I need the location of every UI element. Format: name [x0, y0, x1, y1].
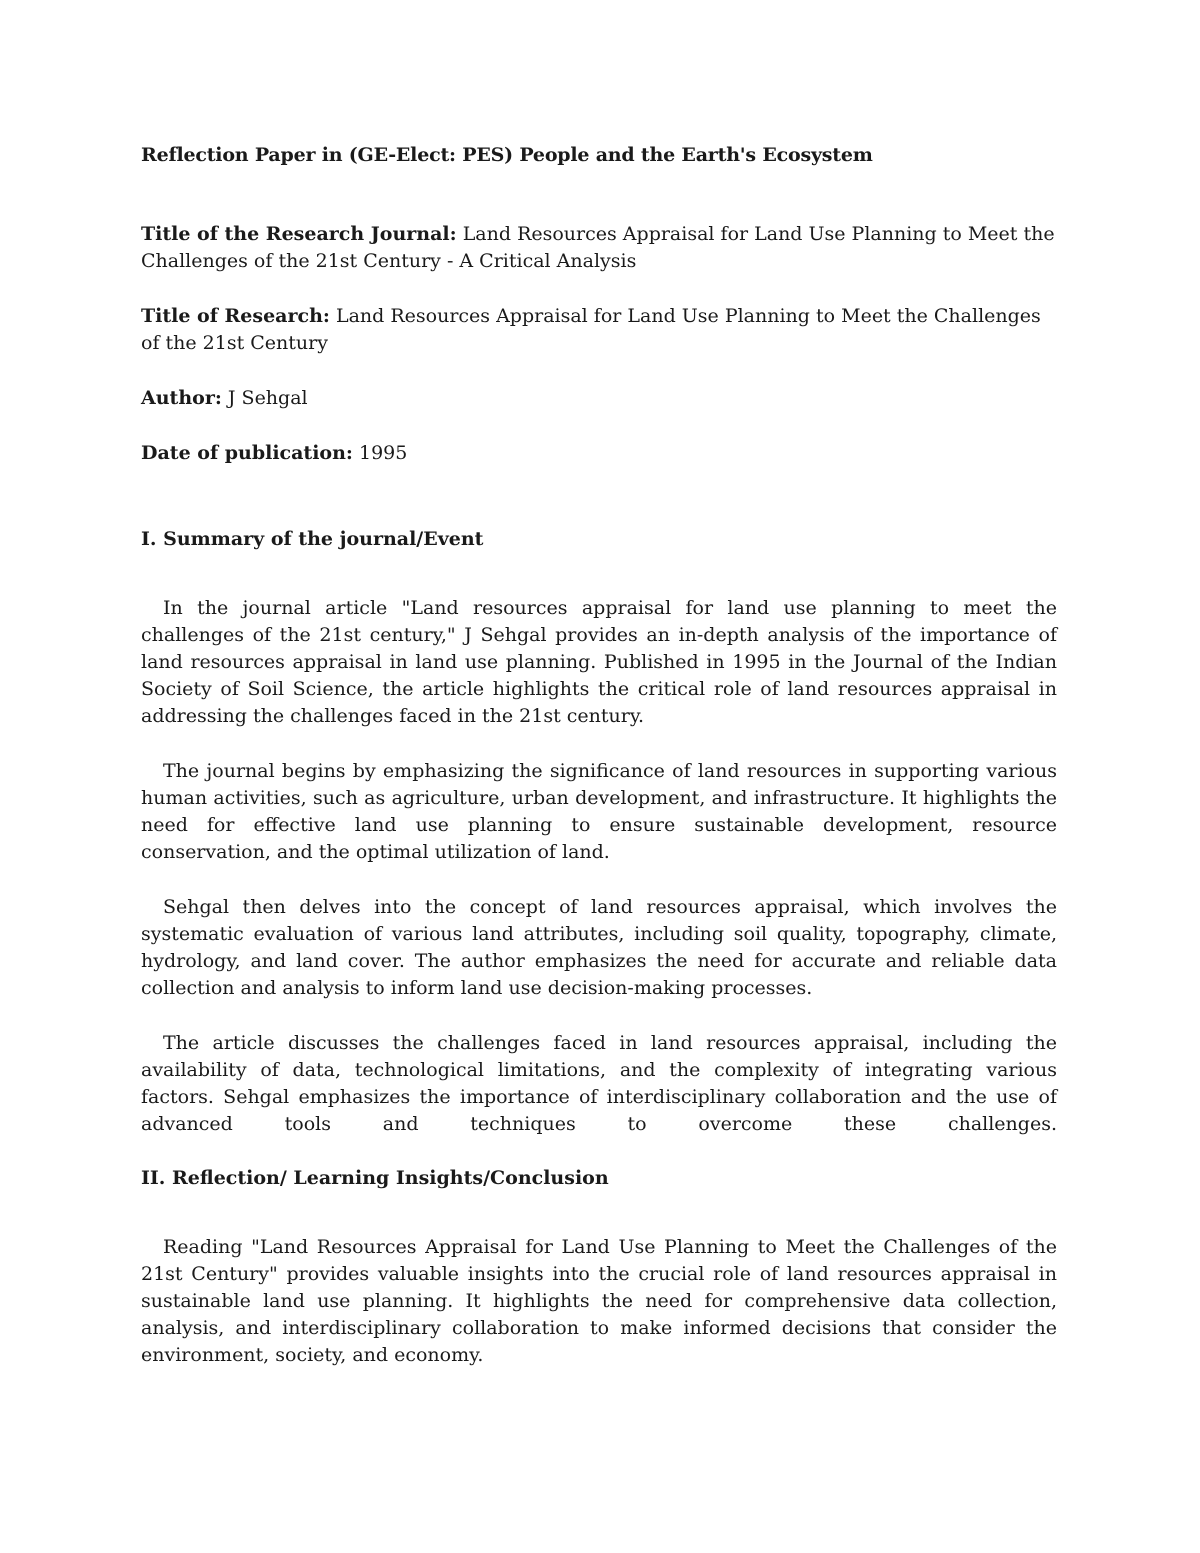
- summary-paragraph-3: Sehgal then delves into the concept of land resources appraisal, which involves the systematic evaluation of various land attributes, including soil quality, topography, climate, hydrology, and land cover. The author emphasizes the need for accurate and reliable data collection and analysis to inform land use decision-making processes.: [141, 896, 1057, 999]
- summary-paragraph-2: The journal begins by emphasizing the significance of land resources in supporting various human activities, such as agriculture, urban development, and infrastructure. It highlights the need for effective land use planning to ensure sustainable development, resource conservation, and the optimal utilization of land.: [141, 760, 1057, 863]
- meta-publication-date: [141, 440, 1057, 467]
- document-title: Reflection Paper in (GE-Elect: PES) People and the Earth's Ecosystem: [141, 144, 873, 166]
- meta-research-journal-value: Land Resources Appraisal for Land Use Planning to Meet the Challenges of the 21st Century - A Critical Analysis: [141, 223, 1055, 272]
- meta-author-value: J Sehgal: [227, 387, 308, 409]
- section-heading-summary: I. Summary of the journal/Event: [141, 528, 484, 550]
- meta-research-title-label: Title of Research:: [141, 305, 330, 327]
- summary-paragraph-1: In the journal article "Land resources appraisal for land use planning to meet the challenges of the 21st century," J Sehgal provides an in-depth analysis of the importance of land resources appraisal in land use planning. Published in 1995 in the Journal of the Indian Society of Soil Science, the article highlights the critical role of land resources appraisal in addressing the challenges faced in the 21st century.: [141, 597, 1057, 727]
- summary-paragraph-4: The article discusses the challenges faced in land resources appraisal, including the availability of data, technological limitations, and the complexity of integrating various factors. Sehgal emphasizes the importance of interdisciplinary collaboration and the use of advanced tools and techniques to overcome these challenges.: [141, 1032, 1057, 1135]
- reflection-paragraph-1: Reading "Land Resources Appraisal for Land Use Planning to Meet the Challenges of the 21st Century" provides valuable insights into the crucial role of land resources appraisal in sustainable land use planning. It highlights the need for comprehensive data collection, analysis, and interdisciplinary collaboration to make informed decisions that consider the environment, society, and economy.: [141, 1236, 1057, 1366]
- meta-author-label: Author:: [141, 387, 222, 409]
- meta-author: [141, 385, 1057, 412]
- document-page: [141, 142, 1057, 1397]
- meta-research-title-value: Land Resources Appraisal for Land Use Planning to Meet the Challenges of the 21st Century: [141, 305, 1041, 354]
- meta-research-title: [141, 303, 1057, 357]
- meta-research-journal: [141, 221, 1057, 275]
- meta-research-journal-label: Title of the Research Journal:: [141, 223, 457, 245]
- meta-publication-date-label: Date of publication:: [141, 442, 353, 464]
- meta-publication-date-value: 1995: [358, 442, 408, 464]
- section-heading-reflection: II. Reflection/ Learning Insights/Conclusion: [141, 1167, 609, 1189]
